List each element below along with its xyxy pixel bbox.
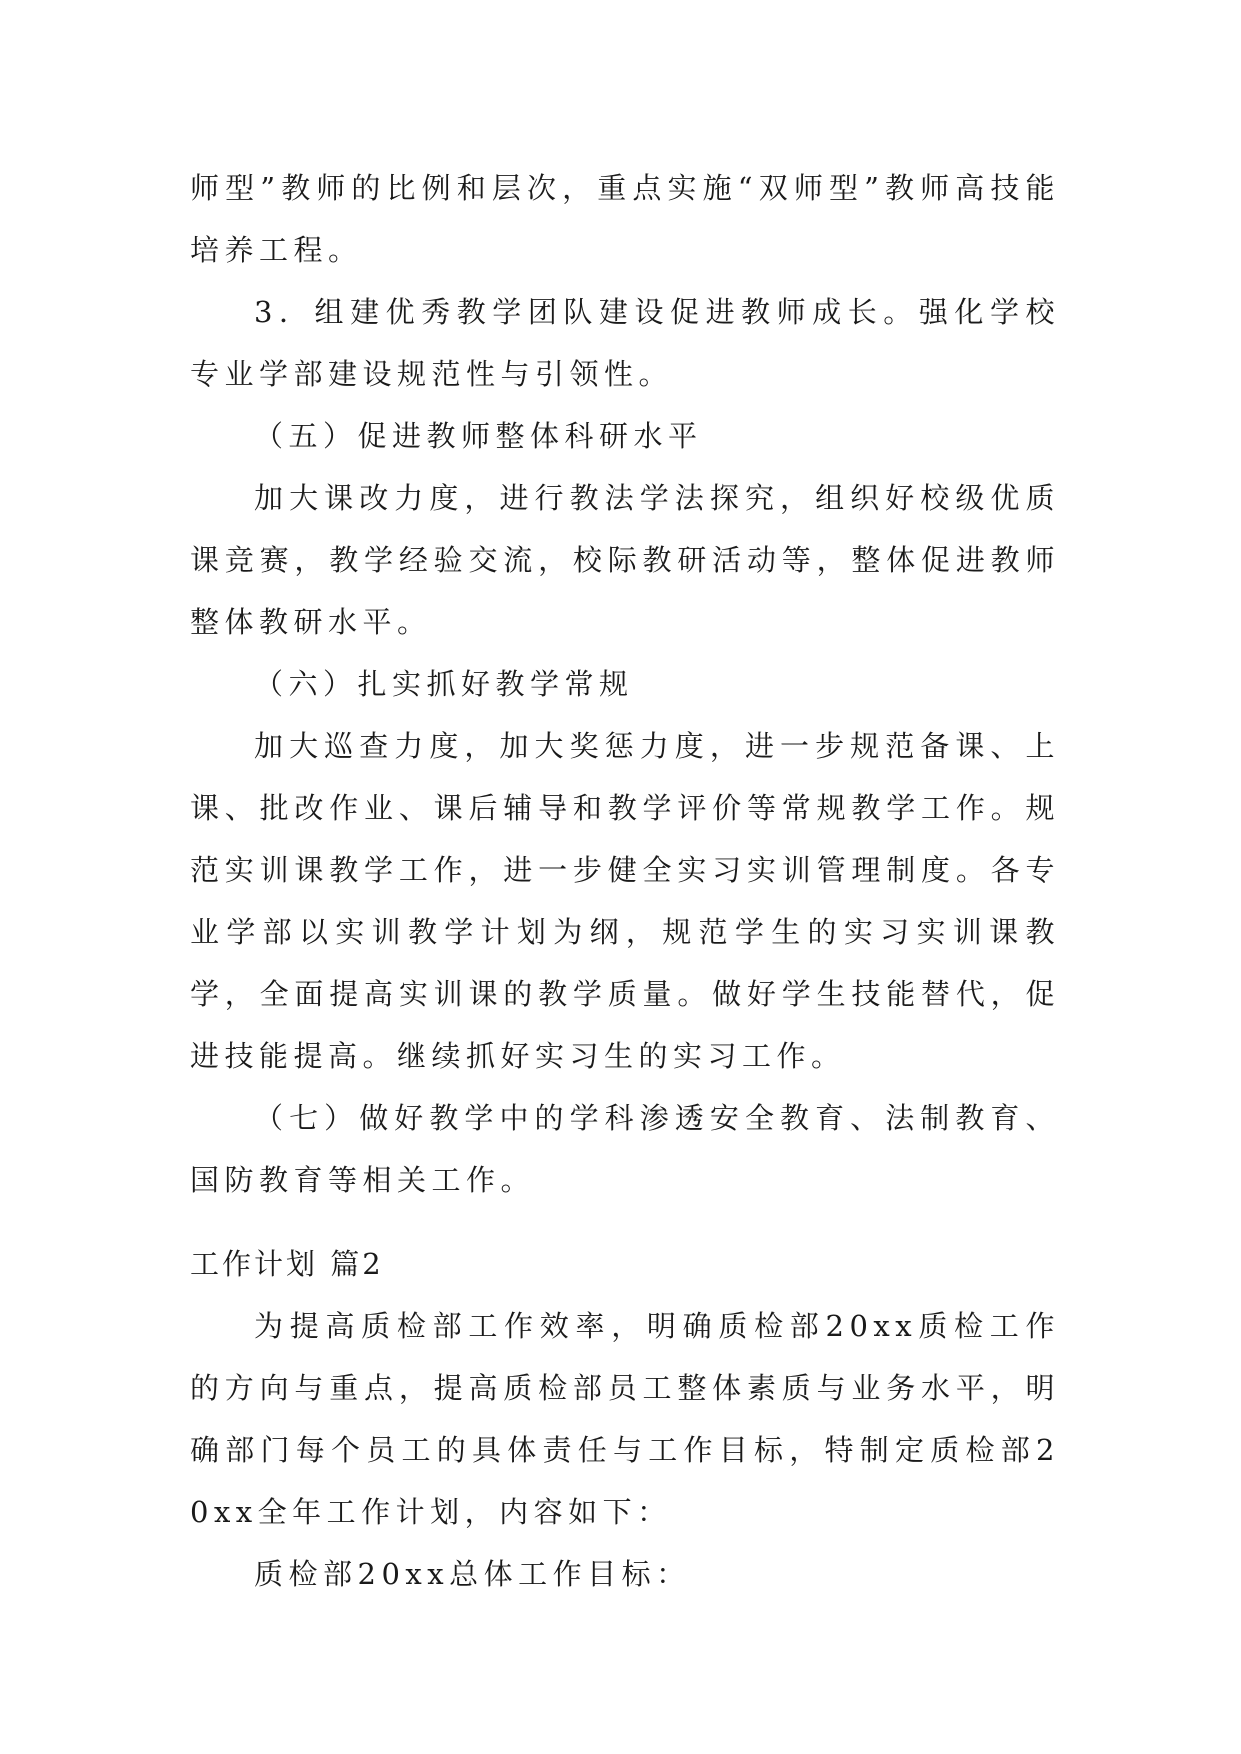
paragraph-item-seven: （七）做好教学中的学科渗透安全教育、法制教育、国防教育等相关工作。 [190,1101,1060,1197]
paragraph-research: 加大课改力度，进行教法学法探究，组织好校级优质课竞赛，教学经验交流，校际教研活动等，整体促进教师整体教研水平。 [190,481,1060,639]
document-body [190,157,1060,1605]
paragraph-intro: 为提高质检部工作效率，明确质检部20xx质检工作的方向与重点，提高质检部员工整体素质与业务水平，明确部门每个员工的具体责任与工作目标，特制定质检部20xx全年工作计划，内容如下： [190,1309,1060,1529]
paragraph-goal: 质检部20xx总体工作目标： [254,1557,691,1591]
paragraph-continuation: 师型”教师的比例和层次，重点实施“双师型”教师高技能培养工程。 [190,171,1060,267]
paragraph-item-3: 3．组建优秀教学团队建设促进教师成长。强化学校专业学部建设规范性与引领性。 [190,295,1060,391]
subheading-six: （六）扎实抓好教学常规 [254,667,634,701]
subheading-five: （五）促进教师整体科研水平 [254,419,703,453]
section-title: 工作计划 篇2 [190,1247,384,1281]
paragraph-routine: 加大巡查力度，加大奖惩力度，进一步规范备课、上课、批改作业、课后辅导和教学评价等常规教学工作。规范实训课教学工作，进一步健全实习实训管理制度。各专业学部以实训教学计划为纲，规范学生的实习实训课教学，全面提高实训课的教学质量。做好学生技能替代，促进技能提高。继续抓好实习生的实习工作。 [190,729,1060,1073]
